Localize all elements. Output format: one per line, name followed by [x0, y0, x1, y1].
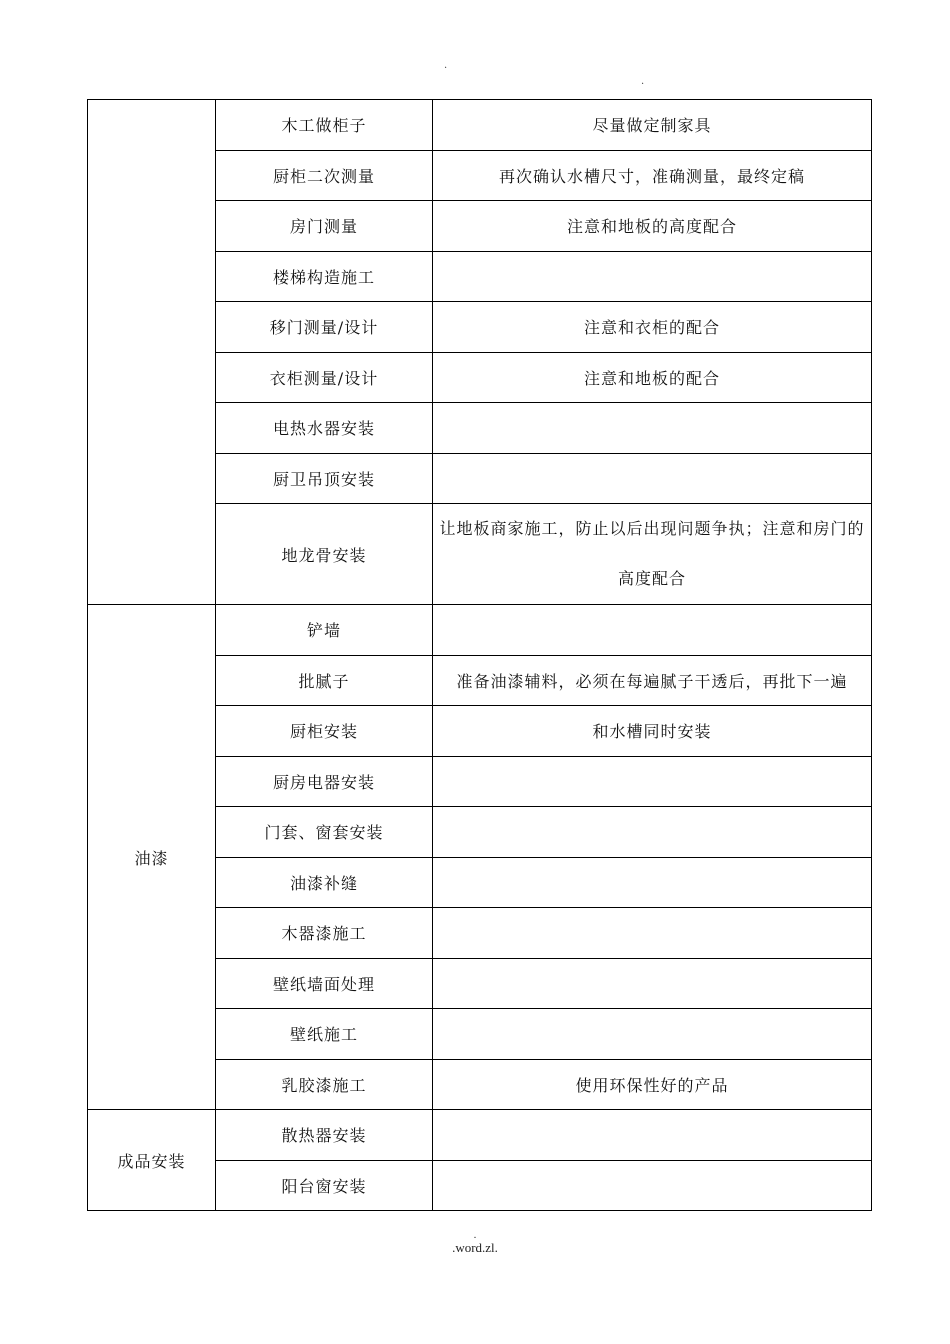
- stage-cell: [88, 100, 216, 605]
- note-cell: [433, 251, 872, 302]
- task-cell: 铲墙: [216, 605, 433, 656]
- task-cell: 木器漆施工: [216, 908, 433, 959]
- footer-text: .word.zl.: [452, 1240, 498, 1255]
- task-cell: 厨卫吊顶安装: [216, 453, 433, 504]
- task-cell: 木工做柜子: [216, 100, 433, 151]
- task-cell: 厨柜安装: [216, 706, 433, 757]
- task-cell: 厨柜二次测量: [216, 150, 433, 201]
- task-cell: 移门测量/设计: [216, 302, 433, 353]
- note-cell: 注意和衣柜的配合: [433, 302, 872, 353]
- task-cell: 厨房电器安装: [216, 756, 433, 807]
- task-cell: 地龙骨安装: [216, 504, 433, 605]
- note-cell: [433, 857, 872, 908]
- note-cell: [433, 1110, 872, 1161]
- table-row: [88, 100, 872, 151]
- task-cell: 衣柜测量/设计: [216, 352, 433, 403]
- note-cell: 再次确认水槽尺寸，准确测量，最终定稿: [433, 150, 872, 201]
- task-cell: 房门测量: [216, 201, 433, 252]
- note-cell: [433, 1160, 872, 1211]
- table-row: [88, 605, 872, 656]
- note-cell: 注意和地板的高度配合: [433, 201, 872, 252]
- task-cell: 阳台窗安装: [216, 1160, 433, 1211]
- renovation-schedule-table: [87, 99, 872, 1211]
- note-cell: 准备油漆辅料，必须在每遍腻子干透后，再批下一遍: [433, 655, 872, 706]
- table-row: [88, 1110, 872, 1161]
- note-cell: [433, 403, 872, 454]
- task-cell: 乳胶漆施工: [216, 1059, 433, 1110]
- note-cell: [433, 807, 872, 858]
- note-cell: 和水槽同时安装: [433, 706, 872, 757]
- footer-mark: .: [473, 1230, 477, 1241]
- note-cell: 注意和地板的配合: [433, 352, 872, 403]
- task-cell: 油漆补缝: [216, 857, 433, 908]
- page-footer: [0, 1232, 950, 1256]
- task-cell: 批腻子: [216, 655, 433, 706]
- note-cell: 让地板商家施工，防止以后出现问题争执；注意和房门的高度配合: [433, 504, 872, 605]
- header-mark: .: [444, 60, 448, 71]
- task-cell: 壁纸墙面处理: [216, 958, 433, 1009]
- task-cell: 散热器安装: [216, 1110, 433, 1161]
- task-cell: 壁纸施工: [216, 1009, 433, 1060]
- note-cell: [433, 908, 872, 959]
- task-cell: 门套、窗套安装: [216, 807, 433, 858]
- note-cell: [433, 1009, 872, 1060]
- note-cell: 使用环保性好的产品: [433, 1059, 872, 1110]
- stage-cell: 成品安装: [88, 1110, 216, 1211]
- note-cell: [433, 605, 872, 656]
- note-cell: [433, 958, 872, 1009]
- task-cell: 电热水器安装: [216, 403, 433, 454]
- note-cell: [433, 756, 872, 807]
- note-cell: 尽量做定制家具: [433, 100, 872, 151]
- header-mark: .: [641, 76, 645, 87]
- note-cell: [433, 453, 872, 504]
- stage-cell: 油漆: [88, 605, 216, 1110]
- task-cell: 楼梯构造施工: [216, 251, 433, 302]
